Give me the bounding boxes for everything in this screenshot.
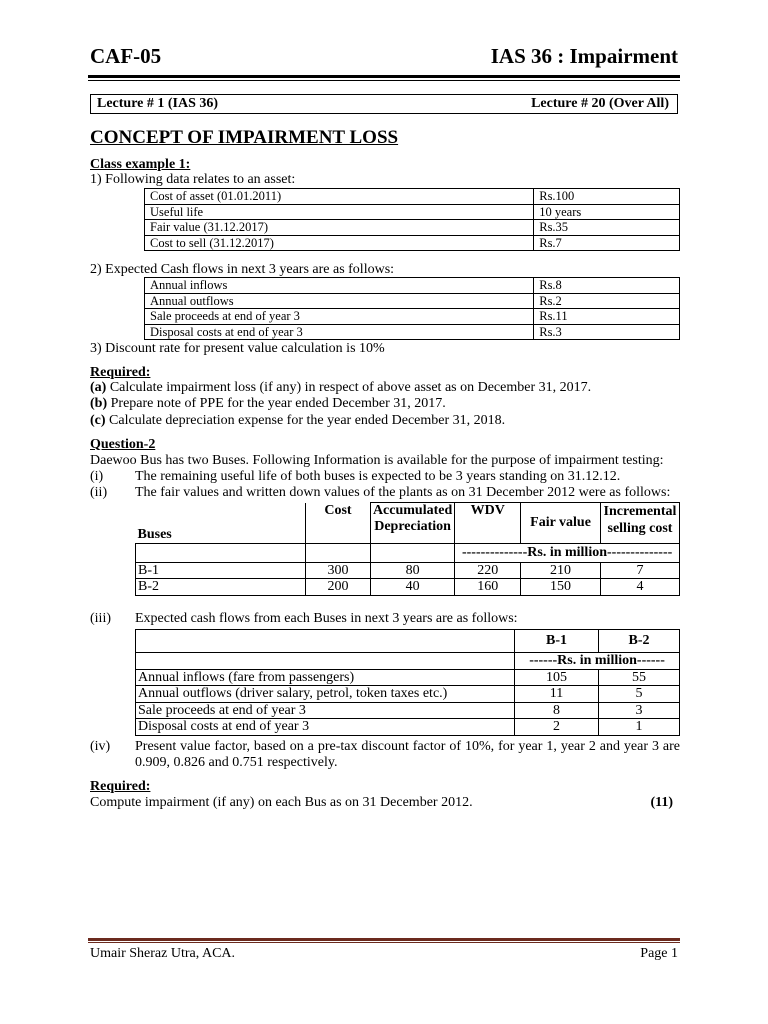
question2-item-label: (iv): [90, 739, 111, 754]
table-header-row: [136, 630, 680, 653]
table-row: Cost of asset (01.01.2011) Rs.100: [145, 189, 680, 205]
example1-heading: Class example 1:: [90, 157, 191, 172]
author: Umair Sheraz Utra, ACA.: [90, 946, 236, 961]
table-row: B-2 200 40 160 150 4: [136, 579, 680, 596]
cash-flow-table: [144, 277, 680, 340]
required-item-b: (b) Prepare note of PPE for the year ended December 31, 2017.: [90, 396, 446, 411]
footer-divider-thin: [88, 942, 680, 943]
table-row: Annual inflows Rs.8: [145, 278, 680, 294]
asset-data-table: [144, 188, 680, 251]
table-header-row: [136, 503, 680, 544]
col-header-buses: Buses: [136, 503, 306, 544]
page-number: Page 1: [640, 946, 678, 961]
table-row: Sale proceeds at end of year 3 Rs.11: [145, 309, 680, 325]
unit-row: [136, 543, 680, 562]
course-code: CAF-05: [90, 44, 162, 68]
table-row: Annual outflows (driver salary, petrol, token taxes etc.) 11 5: [136, 686, 680, 703]
required-heading: Required:: [90, 365, 151, 380]
table-row: Fair value (31.12.2017) Rs.35: [145, 220, 680, 236]
example1-point3: 3) Discount rate for present value calculation is 10%: [90, 341, 385, 356]
question2-required-heading: Required:: [90, 779, 151, 794]
example1-point2: 2) Expected Cash flows in next 3 years are as follows:: [90, 262, 395, 277]
chapter-title: IAS 36 : Impairment: [490, 44, 678, 68]
table-row: Disposal costs at end of year 3 Rs.3: [145, 324, 680, 340]
table-row: Annual inflows (fare from passengers) 105 55: [136, 669, 680, 686]
question2-item-text: Expected cash flows from each Buses in next 3 years are as follows:: [135, 611, 518, 626]
table-row: Disposal costs at end of year 3 2 1: [136, 719, 680, 736]
question2-item-label: (iii): [90, 611, 111, 626]
marks: (11): [650, 795, 673, 810]
example1-point1: 1) Following data relates to an asset:: [90, 172, 296, 187]
col-header-cost: Cost: [305, 503, 370, 544]
lecture-bar: [90, 94, 678, 114]
col-header-wdv: WDV: [455, 503, 521, 544]
table-row: Annual outflows Rs.2: [145, 293, 680, 309]
footer-divider: [88, 938, 680, 941]
unit-label: ------Rs. in million------: [515, 653, 680, 670]
question2-item-text: Present value factor, based on a pre-tax discount factor of 10%, for year 1, year 2 and year 3 are: [135, 739, 680, 754]
col-header-b2: B-2: [599, 630, 680, 653]
question2-item-text-continued: 0.909, 0.826 and 0.751 respectively.: [135, 755, 338, 770]
question2-item-label: (i): [90, 469, 104, 484]
lecture-overall: Lecture # 20 (Over All): [531, 96, 669, 111]
question2-item-text: The remaining useful life of both buses is expected to be 3 years standing on 31.12.12.: [135, 469, 621, 484]
col-header-incremental-selling-cost: Incremental selling cost: [600, 503, 679, 544]
unit-label: --------------Rs. in million--------------: [455, 543, 680, 562]
header-divider: [88, 75, 680, 78]
required-item-c: (c) Calculate depreciation expense for the year ended December 31, 2018.: [90, 413, 506, 428]
question2-item-label: (ii): [90, 485, 108, 500]
header-divider-thin: [88, 80, 680, 81]
table-row: Sale proceeds at end of year 3 8 3: [136, 702, 680, 719]
bus-cash-flow-table: [135, 629, 680, 736]
col-header-b1: B-1: [515, 630, 599, 653]
table-row: Cost to sell (31.12.2017) Rs.7: [145, 235, 680, 251]
lecture-number: Lecture # 1 (IAS 36): [97, 96, 219, 111]
question2-intro: Daewoo Bus has two Buses. Following Information is available for the purpose of impairment testing:: [90, 453, 664, 468]
table-row: Useful life 10 years: [145, 204, 680, 220]
required-item-a: (a) Calculate impairment loss (if any) in respect of above asset as on December 31, 2017.: [90, 380, 592, 395]
question2-heading: Question-2: [90, 437, 156, 452]
col-header-accumulated-depreciation: Accumulated Depreciation: [370, 503, 454, 544]
unit-row: [136, 653, 680, 670]
question2-item-text: The fair values and written down values of the plants as on 31 December 2012 were as follows:: [135, 485, 671, 500]
question2-required-text: Compute impairment (if any) on each Bus as on 31 December 2012.: [90, 795, 473, 810]
table-row: B-1 300 80 220 210 7: [136, 562, 680, 579]
col-header-fair-value: Fair value: [521, 503, 601, 544]
page-title: CONCEPT OF IMPAIRMENT LOSS: [90, 127, 399, 148]
buses-table: [135, 502, 680, 596]
